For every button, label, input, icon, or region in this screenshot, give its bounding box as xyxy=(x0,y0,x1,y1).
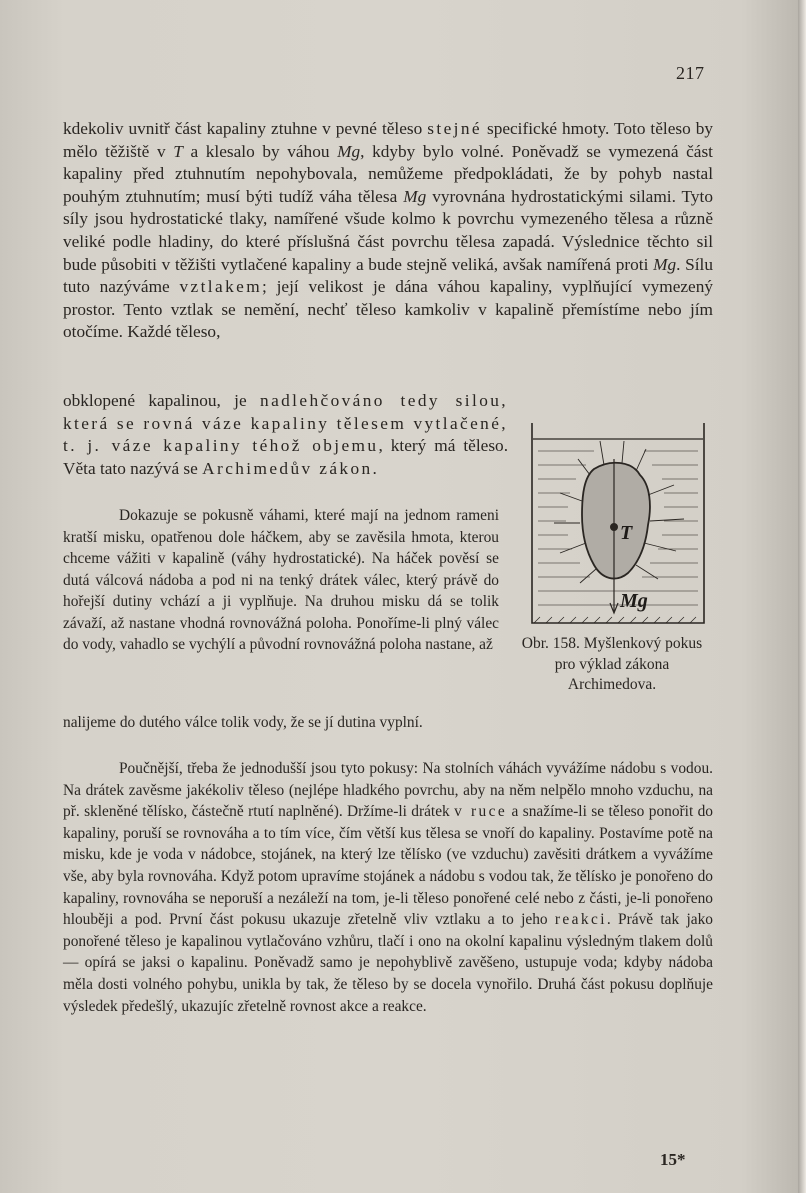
emphasis-stejne: stejné xyxy=(427,119,482,138)
page-number: 217 xyxy=(676,63,705,83)
symbol-T: T xyxy=(173,141,183,161)
paragraph-3 xyxy=(63,758,713,1017)
label-T: T xyxy=(620,522,633,544)
center-of-gravity xyxy=(611,524,618,531)
symbol-Mg: Mg xyxy=(337,141,361,161)
vessel-bottom-hatch xyxy=(534,617,696,623)
paragraph-2-continued: nalijeme do dutého válce tolik vody, že se jí dutina vyplní. xyxy=(63,714,423,731)
paragraph-1-continued xyxy=(63,390,508,480)
emphasis-v-ruce: v ruce xyxy=(454,803,508,821)
text-run: , který má těleso. Věta tato nazývá se xyxy=(63,436,509,478)
text-run: Poučnější, třeba že jednodušší jsou tyto pokusy: Na stolních váhách vyvážíme nádobu s vodou. Na drátek zavěsme jakékoliv těleso (nejlépe hladkého povrchu, aby na něm nelpělo mnoho vzduchu, na př. skleněné tělísko, částečně rtutí naplněné). Držíme-li drátek xyxy=(63,760,713,821)
text-run: vyrovnána hydrostatickými silami. Tyto síly jsou hydrostatické tlaky, namířené všude kolmo k povrchu vymezeného tělesa a různě veliké podle hladiny, do které příslušná část povrchu tělesa zapadá. Výslednice těchto sil bude působiti v těžišti vytlačené kapaliny a bude stejně veliká, avšak namířená proti xyxy=(63,186,713,274)
text-run: specifické hmoty. Toto těleso by mělo těžiště v xyxy=(63,119,714,161)
text-run: . xyxy=(372,458,377,478)
text-run: , kdyby bylo volné. Poněvadž se vymezená část kapaliny před ztuhnutím nepohybovala, nemůžeme předpokládati, že by pohyb nastal pouhým ztuhnutím; musí býti tudíž váha tělesa xyxy=(63,141,713,206)
symbol-Mg: Mg xyxy=(653,254,677,274)
text-run: obklopené kapalinou, je xyxy=(63,391,261,410)
text-run: . Právě tak jako ponořené těleso je kapalinou vytlačováno vzhůru, tlačí i ono na okolní kapalinu výsledným tlakem dolů — opírá se jaksi o kapalinu. Poněvadž samo je nepohyblivě zavěšeno, ustupuje voda; kdyby nádoba měla dosti volného pohybu, unikla by tak, že těleso by se docela vynořilo. Druhá část pokusu doplňuje výsledek předešlý, ukazujíc zřetelně rovnost akce a reakce. xyxy=(63,911,713,1015)
figure-caption: Obr. 158. Myšlenkový pokus pro výklad zákona Archimedova. xyxy=(521,635,703,693)
text-run: . Sílu tuto nazýváme xyxy=(63,254,713,297)
text-run: a snažíme-li se těleso ponořit do kapaliny, poruší se rovnováha a to tím více, čím větší kus tělesa se vnoří do kapaliny. Postavíme potě na misku, kde je voda v nádobce, stojánek, na který lze tělísko (ve vzduchu) zavěsiti drátkem a vyvážíme vše, aby byla rovnováha. Když potom upravíme stojánek a nádobu s vodou tak, že tělísko je ponořeno do kapaliny, rovnováha se neporuší a nezáleží na tom, je-li těleso ponořené celé nebo z části, je-li ponořeno hlouběji a pod. První část pokusu ukazuje zřetelně vliv vztlaku a to jeho xyxy=(63,803,714,929)
text-run: kdekoliv uvnitř část kapaliny ztuhne v pevné těleso xyxy=(63,119,428,138)
text-run: ; její velikost je dána váhou kapaliny, vyplňující vymezený prostor. Tento vztlak se nemění, nechť těleso kamkoliv v kapalině přemístíme nebo jím otočíme. Každé těleso, xyxy=(63,277,713,342)
symbol-Mg: Mg xyxy=(403,186,427,206)
immersed-body xyxy=(582,463,650,579)
emphasis-vztlakem: vztlakem xyxy=(179,277,263,297)
emphasis-law-statement: nadlehčováno tedy silou, která se rovná váze kapaliny tělesem vytlačené, t. j. váze kapaliny téhož objemu xyxy=(63,391,509,456)
figure-158-diagram xyxy=(524,419,710,629)
text-run: a klesalo by váhou xyxy=(182,141,338,161)
label-Mg: Mg xyxy=(620,590,648,612)
emphasis-archimedes-law: Archimedův zákon xyxy=(202,458,373,478)
paragraph-2: Dokazuje se pokusně váhami, které mají na jednom rameni kratší misku, opatřenou dole háčkem, aby se zavěsila hmota, kterou chceme vážiti v kapalině (váhy hydrostatické). Na háček pověsí se dutá válcová nádoba a pod ni na tenký drátek válec, který právě do hořejší dutiny vchází a ji vyplňuje. Na druhou misku dá se tolik závaží, až nastane vhodná rovnovážná poloha. Ponoříme-li plný válec do vody, vahadlo se vychýlí a původní rovnovážná poloha nastane, až xyxy=(63,507,499,653)
page-edge xyxy=(798,0,806,1193)
signature-mark: 15* xyxy=(660,1150,686,1169)
emphasis-reakci: reakci xyxy=(554,911,607,929)
paragraph-1 xyxy=(63,118,713,344)
